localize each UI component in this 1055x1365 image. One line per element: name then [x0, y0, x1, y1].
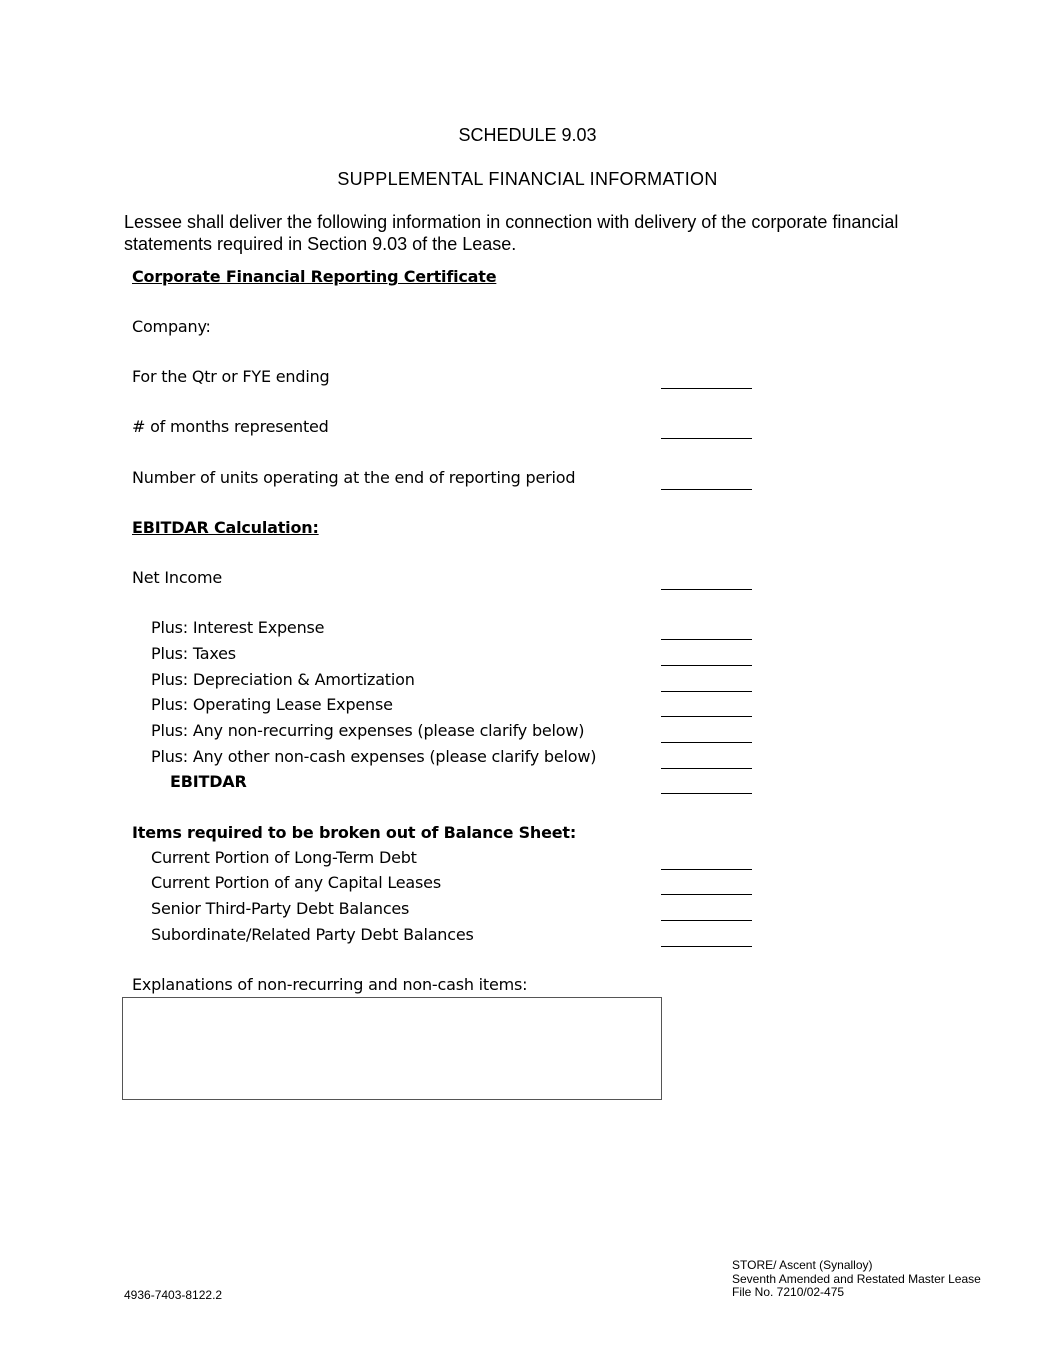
ebitdar-heading: EBITDAR Calculation: — [132, 518, 319, 537]
ebitdar-total-label: EBITDAR — [170, 772, 247, 791]
months-represented-field[interactable] — [661, 438, 752, 439]
ebitdar-total-field[interactable] — [661, 793, 752, 794]
explanations-label: Explanations of non-recurring and non-cash items: — [132, 975, 528, 994]
explanations-box[interactable] — [122, 997, 662, 1100]
subordinate-debt-field[interactable] — [661, 946, 752, 947]
company-label: Company: — [132, 317, 211, 336]
taxes-field[interactable] — [661, 665, 752, 666]
non-recurring-label: Plus: Any non-recurring expenses (please clarify below) — [151, 721, 585, 740]
senior-debt-label: Senior Third-Party Debt Balances — [151, 899, 410, 918]
non-cash-label: Plus: Any other non-cash expenses (please clarify below) — [151, 747, 597, 766]
taxes-label: Plus: Taxes — [151, 644, 236, 663]
document-subtitle: SUPPLEMENTAL FINANCIAL INFORMATION — [337, 169, 718, 189]
interest-expense-label: Plus: Interest Expense — [151, 618, 325, 637]
operating-lease-field[interactable] — [661, 716, 752, 717]
footer-line-3: File No. 7210/02-475 — [732, 1285, 845, 1299]
footer-line-2: Seventh Amended and Restated Master Lease — [732, 1271, 981, 1286]
footer-line-1: STORE/ Ascent (Synalloy) — [732, 1258, 873, 1272]
capital-leases-field[interactable] — [661, 894, 752, 895]
intro-paragraph: Lessee shall deliver the following information in connection with delivery of the corporate financial statements required in Section 9.03 of the Lease. — [124, 212, 899, 254]
non-recurring-field[interactable] — [661, 742, 752, 743]
schedule-title: SCHEDULE 9.03 — [458, 125, 597, 145]
period-ending-label: For the Qtr or FYE ending — [132, 367, 330, 386]
long-term-debt-label: Current Portion of Long-Term Debt — [151, 848, 417, 867]
certificate-heading: Corporate Financial Reporting Certificate — [132, 267, 497, 286]
long-term-debt-field[interactable] — [661, 869, 752, 870]
senior-debt-field[interactable] — [661, 920, 752, 921]
footer-document-number: 4936-7403-8122.2 — [124, 1288, 223, 1302]
net-income-field[interactable] — [661, 589, 752, 590]
capital-leases-label: Current Portion of any Capital Leases — [151, 873, 441, 892]
interest-expense-field[interactable] — [661, 639, 752, 640]
units-operating-label: Number of units operating at the end of reporting period — [132, 468, 576, 487]
balance-sheet-heading: Items required to be broken out of Balance Sheet: — [132, 823, 577, 842]
months-represented-label: # of months represented — [132, 417, 329, 436]
non-cash-field[interactable] — [661, 768, 752, 769]
subordinate-debt-label: Subordinate/Related Party Debt Balances — [151, 925, 474, 944]
period-ending-field[interactable] — [661, 388, 752, 389]
net-income-label: Net Income — [132, 568, 223, 587]
footer-lease-info — [732, 1259, 981, 1300]
units-operating-field[interactable] — [661, 489, 752, 490]
depreciation-field[interactable] — [661, 691, 752, 692]
operating-lease-label: Plus: Operating Lease Expense — [151, 695, 393, 714]
depreciation-label: Plus: Depreciation & Amortization — [151, 670, 415, 689]
